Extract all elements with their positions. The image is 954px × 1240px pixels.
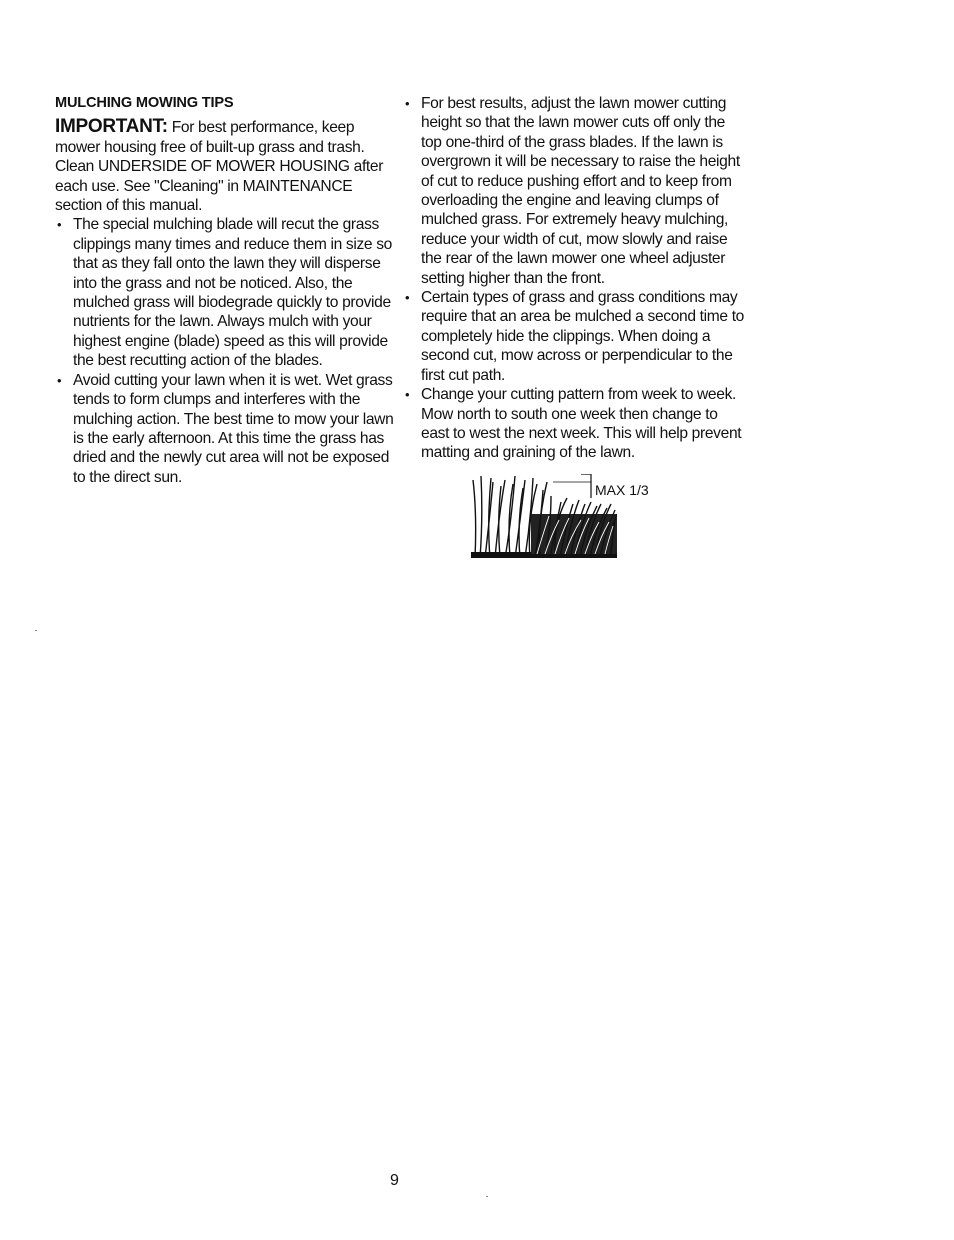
list-item: • The special mulching blade will recut the grass clippings many times and reduce them in size so that as they fall onto the lawn they will disperse into the grass and not be noticed. Also, the mulched grass will biodegrade quickly to provide nutrients for the lawn. Always mulch with your highest engine (blade) speed as this will provide the best recutting action of the blades. xyxy=(55,215,395,370)
important-label: IMPORTANT: xyxy=(55,116,168,138)
page-number: 9 xyxy=(390,1172,399,1189)
grass-cut-figure xyxy=(471,474,691,558)
list-item: • Change your cutting pattern from week to week. Mow north to south one week then change to east to west the next week. This will help prevent matting and graining of the lawn. xyxy=(403,385,748,463)
section-title: MULCHING MOWING TIPS xyxy=(55,95,234,111)
list-item: • For best results, adjust the lawn mower cutting height so that the lawn mower cuts off only the top one-third of the grass blades. If the lawn is overgrown it will be necessary to raise the height of cut to reduce pushing effort and to keep from overloading the engine and leaving clumps of mulched grass. For extremely heavy mulching, reduce your width of cut, mow slowly and raise the rear of the lawn mower one wheel adjuster setting higher than the front. xyxy=(403,94,748,288)
important-text: For best performance, keep mower housing free of built-up grass and trash. Clean UNDERSIDE OF MOWER HOUSING after each use. See "Cleaning" in MAINTENANCE section of this manual. xyxy=(55,119,384,215)
left-column xyxy=(55,94,395,487)
right-column xyxy=(403,94,748,558)
left-bullet-list xyxy=(55,215,395,487)
list-item: • Avoid cutting your lawn when it is wet. Wet grass tends to form clumps and interferes with the mulching action. The best time to mow your lawn is the early afternoon. At this time the grass has dried and the newly cut area will not be exposed to the direct sun. xyxy=(55,371,395,487)
list-item: • Certain types of grass and grass conditions may require that an area be mulched a second time to completely hide the clippings. When doing a second cut, mow across or perpendicular to the first cut path. xyxy=(403,288,748,385)
right-bullet-list xyxy=(403,94,748,463)
scan-speck xyxy=(35,630,37,631)
important-paragraph xyxy=(55,117,395,215)
max-cut-label: MAX 1/3 xyxy=(595,481,649,498)
scan-speck xyxy=(486,1196,488,1197)
